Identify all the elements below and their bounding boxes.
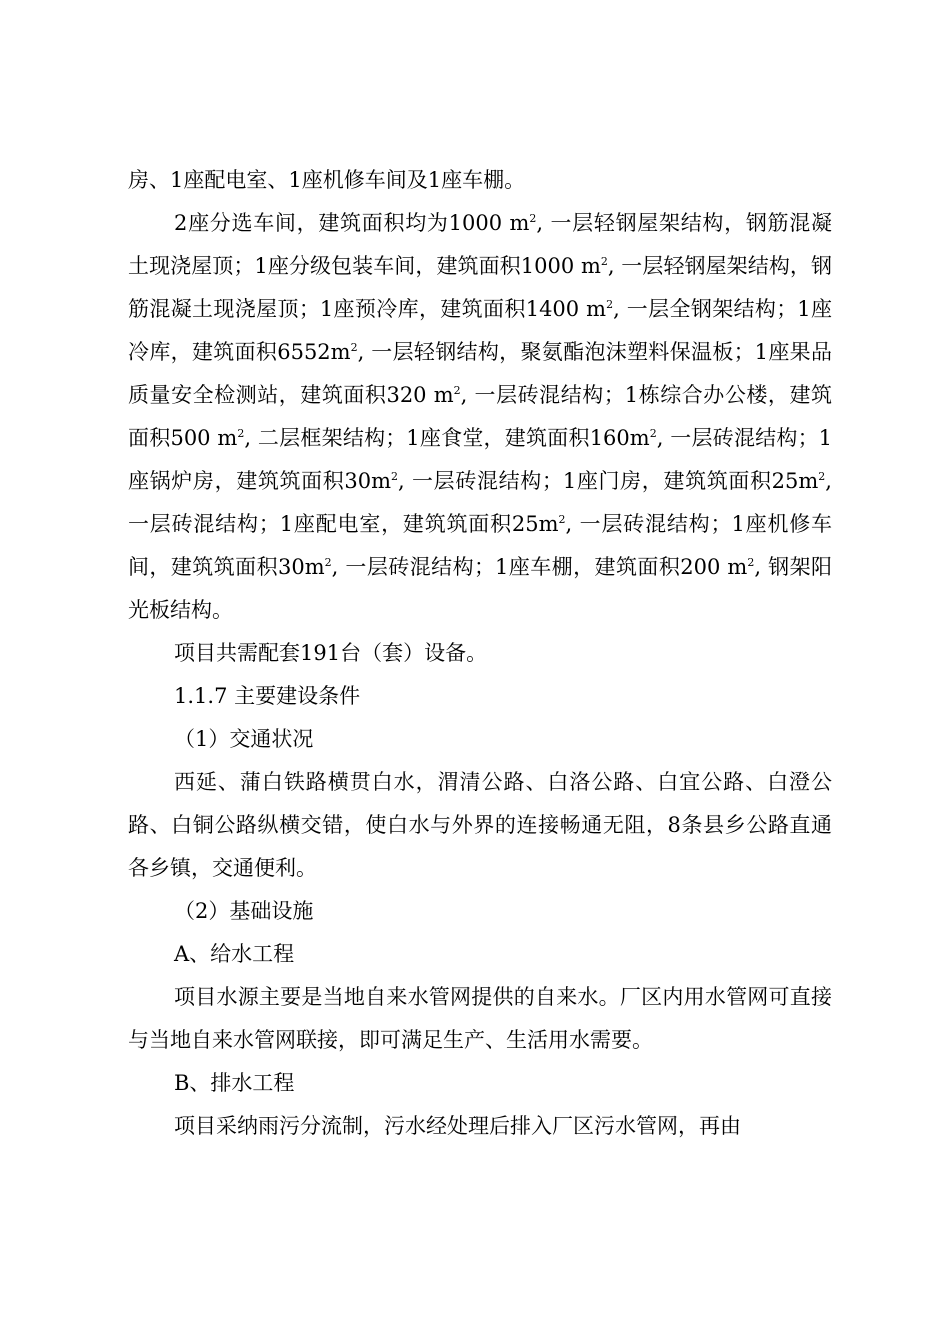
section-heading-main-conditions: 1.1.7 主要建设条件 [174,684,361,708]
paragraph-continuation: 房、1座配电室、1座机修车间及1座车棚。 [128,168,526,192]
subheading-infrastructure: （2）基础设施 [174,899,314,923]
subheading-drainage: B、排水工程 [174,1071,295,1095]
paragraph-traffic: 西延、蒲白铁路横贯白水，渭清公路、白洛公路、白宜公路、白澄公路、白铜公路纵横交错，使白水与外界的连接畅通无阻，8条县乡公路直通各乡镇，交通便利。 [128,770,832,880]
subheading-traffic: （1）交通状况 [174,727,314,751]
paragraph-buildings: 2座分选车间，建筑面积均为1000 $m^2$, 一层轻钢屋架结构，钢筋混凝土现浇屋顶；1座分级包装车间，建筑面积1000 $m^2$, 一层轻钢屋架结构，钢筋混凝土现浇屋顶；1座预冷库，建筑面积1400 $m^2$, 一层全钢架结构；1座冷库，建筑面积$6552m^2$, 一层轻钢结构，聚氨酯泡沫塑料保温板；1座果品质量安全检测站，建筑面积320 $m^2$, 一层砖混结构；1栋综合办公楼，建筑面积500 $m^2$, 二层框架结构；1座食堂，建筑面积$160m^2$, 一层砖混结构；1座锅炉房，建筑筑面积$30m^2$, 一层砖混结构；1座门房，建筑筑面积$25m^2$, 一层砖混结构；1座配电室，建筑筑面积$25m^2$, 一层砖混结构；1座机修车间，建筑筑面积$30m^2$, 一层砖混结构；1座车棚，建筑面积200 $m^2$, 钢架阳光板结构。 [128,211,832,622]
paragraph-drainage: 项目采纳雨污分流制，污水经处理后排入厂区污水管网，再由 [174,1114,741,1138]
paragraph-equipment: 项目共需配套191台（套）设备。 [174,641,488,665]
paragraph-water-supply: 项目水源主要是当地自来水管网提供的自来水。厂区内用水管网可直接与当地自来水管网联接，即可满足生产、生活用水需要。 [128,985,832,1052]
subheading-water-supply: A、给水工程 [174,942,295,966]
